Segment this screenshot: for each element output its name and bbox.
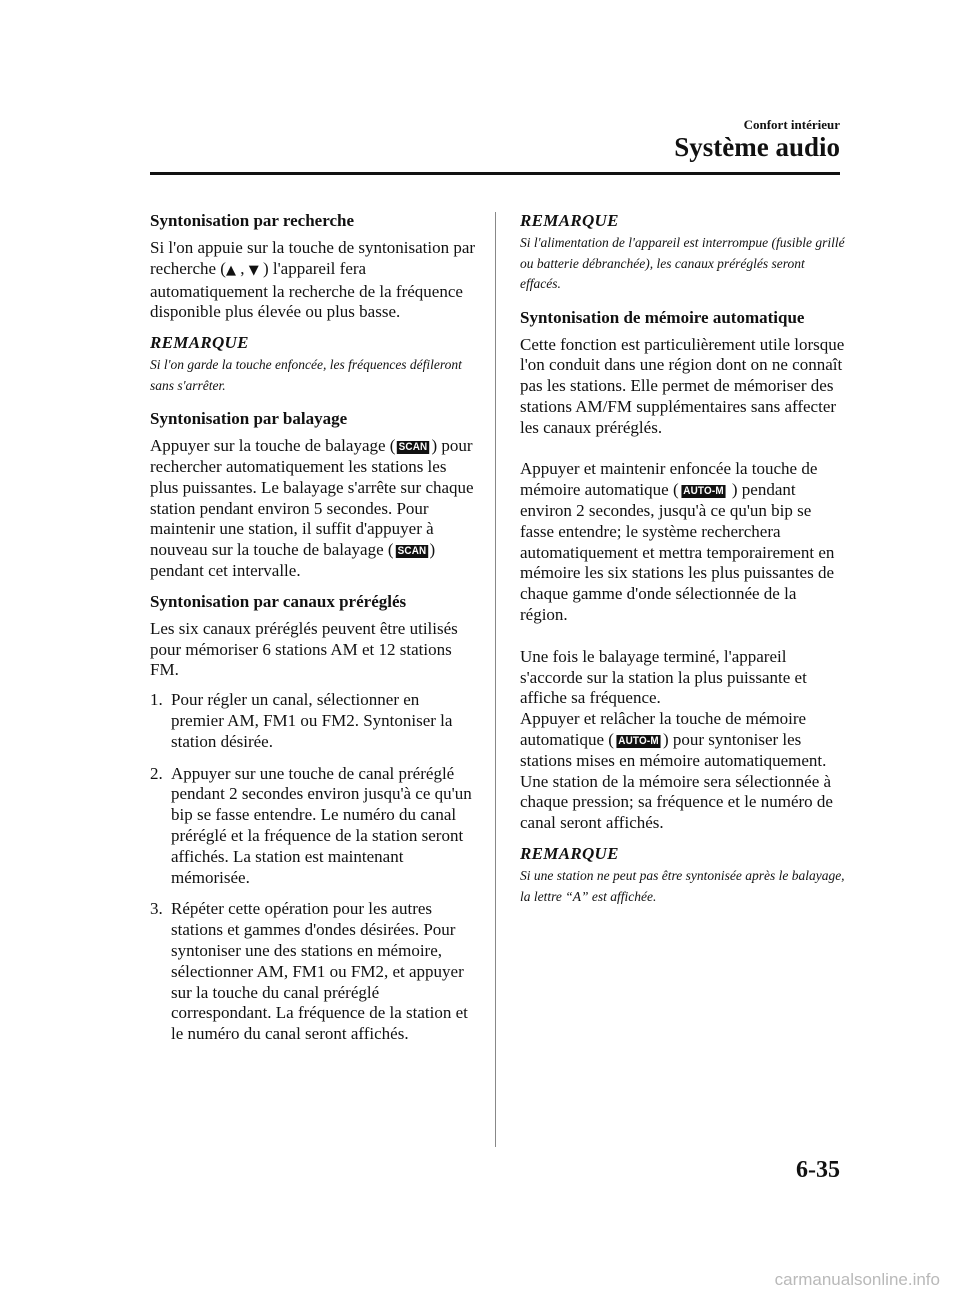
text-run: ) l'appareil fera automatiquement la recherche de la fréquence disponible plus élevée ou plus basse. — [150, 258, 463, 322]
list-item — [150, 899, 476, 1045]
heading-seek-tuning: Syntonisation par recherche — [150, 211, 355, 230]
note-heading: REMARQUE — [520, 844, 619, 864]
text-run: ) pendant cet intervalle. — [150, 540, 436, 580]
scan-button-icon: SCAN — [397, 545, 426, 558]
scan-button-icon: SCAN — [399, 441, 428, 454]
scan-tuning-paragraph — [150, 436, 476, 582]
spacer — [520, 635, 846, 647]
page-title: Système audio — [674, 132, 840, 162]
scan-done-paragraph: Une fois le balayage terminé, l'appareil s'accorde sur la station la plus puissante et affiche sa fréquence. — [520, 646, 807, 708]
step-number: 3. — [150, 899, 163, 919]
step-text: Pour régler un canal, sélectionner en premier AM, FM1 ou FM2. Syntoniser la station désirée. — [171, 690, 453, 751]
auto-m-button-icon: AUTO-M — [618, 735, 659, 748]
preset-tuning-paragraph: Les six canaux préréglés peuvent être utilisés pour mémoriser 6 stations AM et 12 stations FM. — [150, 618, 458, 680]
list-item — [150, 690, 476, 752]
heading-auto-memory: Syntonisation de mémoire automatique — [520, 307, 805, 327]
text-run: ) pendant environ 2 secondes, jusqu'à ce qu'un bip se fasse entendre; le système recherchera automatiquement et mettra temporairement en mémoire les six stations les plus puissantes de chaque gamme d'onde sélectionnée de la région. — [520, 480, 835, 625]
text-run: Appuyer sur la touche de balayage ( — [150, 436, 396, 456]
note-text: Si l'alimentation de l'appareil est interrompue (fusible grillé ou batterie débranchée), les canaux préréglés seront effacés. — [520, 235, 845, 291]
section-label: Confort intérieur — [743, 117, 840, 132]
heading-scan-tuning: Syntonisation par balayage — [150, 409, 348, 429]
page-number: 6-35 — [796, 1157, 840, 1183]
heading-preset-tuning: Syntonisation par canaux préréglés — [150, 591, 407, 611]
down-arrow-icon: ▼ — [248, 262, 259, 278]
auto-memory-press-paragraph — [520, 709, 846, 834]
preset-steps — [150, 690, 476, 1045]
auto-memory-hold-paragraph — [520, 459, 846, 625]
spacer — [520, 447, 846, 459]
note-text: Si une station ne peut pas être syntonisée après le balayage, la lettre “A” est affichée. — [520, 868, 845, 904]
text-run: Si l'on appuie sur la touche de syntonisation par recherche ( — [150, 238, 476, 278]
text-run: Appuyer et relâcher la touche de mémoire automatique ( — [520, 709, 807, 750]
step-number: 2. — [150, 763, 163, 783]
step-text: Répéter cette opération pour les autres stations et gammes d'ondes désirées. Pour syntoniser une des stations en mémoire, sélectionner AM, FM1 ou FM2, et appuyer sur la touche du canal préréglé correspondant. La fréquence de la station et le numéro du canal seront affichés. — [171, 899, 468, 1044]
auto-memory-paragraph: Cette fonction est particulièrement utile lorsque l'on conduit dans une région dont on ne connaît pas les stations. Elle permet de mémoriser des stations AM/FM supplémentaires sans affecter les canaux préréglés. — [520, 334, 845, 437]
text-run: ) pour rechercher automatiquement les stations les plus puissantes. Le balayage s'arrête sur chaque station pendant environ 5 secondes. Pour maintenir une station, il suffit d'appuyer à nouveau sur la touche de balayage ( — [150, 436, 474, 560]
note-text: Si l'on garde la touche enfoncée, les fréquences défileront sans s'arrêter. — [150, 357, 462, 393]
column-divider — [495, 212, 496, 1147]
note-heading: REMARQUE — [520, 211, 619, 230]
auto-m-button-icon: AUTO-M — [682, 485, 724, 498]
watermark: carmanualsonline.info — [774, 1270, 940, 1289]
text-run: , — [235, 258, 249, 278]
up-arrow-icon: ▲ — [225, 262, 236, 278]
step-text: Appuyer sur une touche de canal préréglé pendant 2 secondes environ jusqu'à ce qu'un bip se fasse entendre. Le numéro du canal préréglé et la fréquence de la station seront affichés. La station est maintenant mémorisée. — [171, 763, 472, 887]
right-column — [520, 210, 846, 919]
list-item — [150, 764, 476, 889]
note-heading: REMARQUE — [150, 333, 249, 353]
left-column — [150, 210, 476, 1056]
step-number: 1. — [150, 690, 163, 710]
text-run: ) pour syntoniser les stations mises en mémoire automatiquement. Une station de la mémoire sera sélectionnée à chaque pression; sa fréquence et le numéro de canal seront affichés. — [520, 730, 833, 833]
seek-tuning-paragraph — [150, 238, 476, 323]
text-run: Appuyer et maintenir enfoncée la touche de mémoire automatique ( — [520, 459, 818, 500]
header-rule — [150, 172, 840, 175]
